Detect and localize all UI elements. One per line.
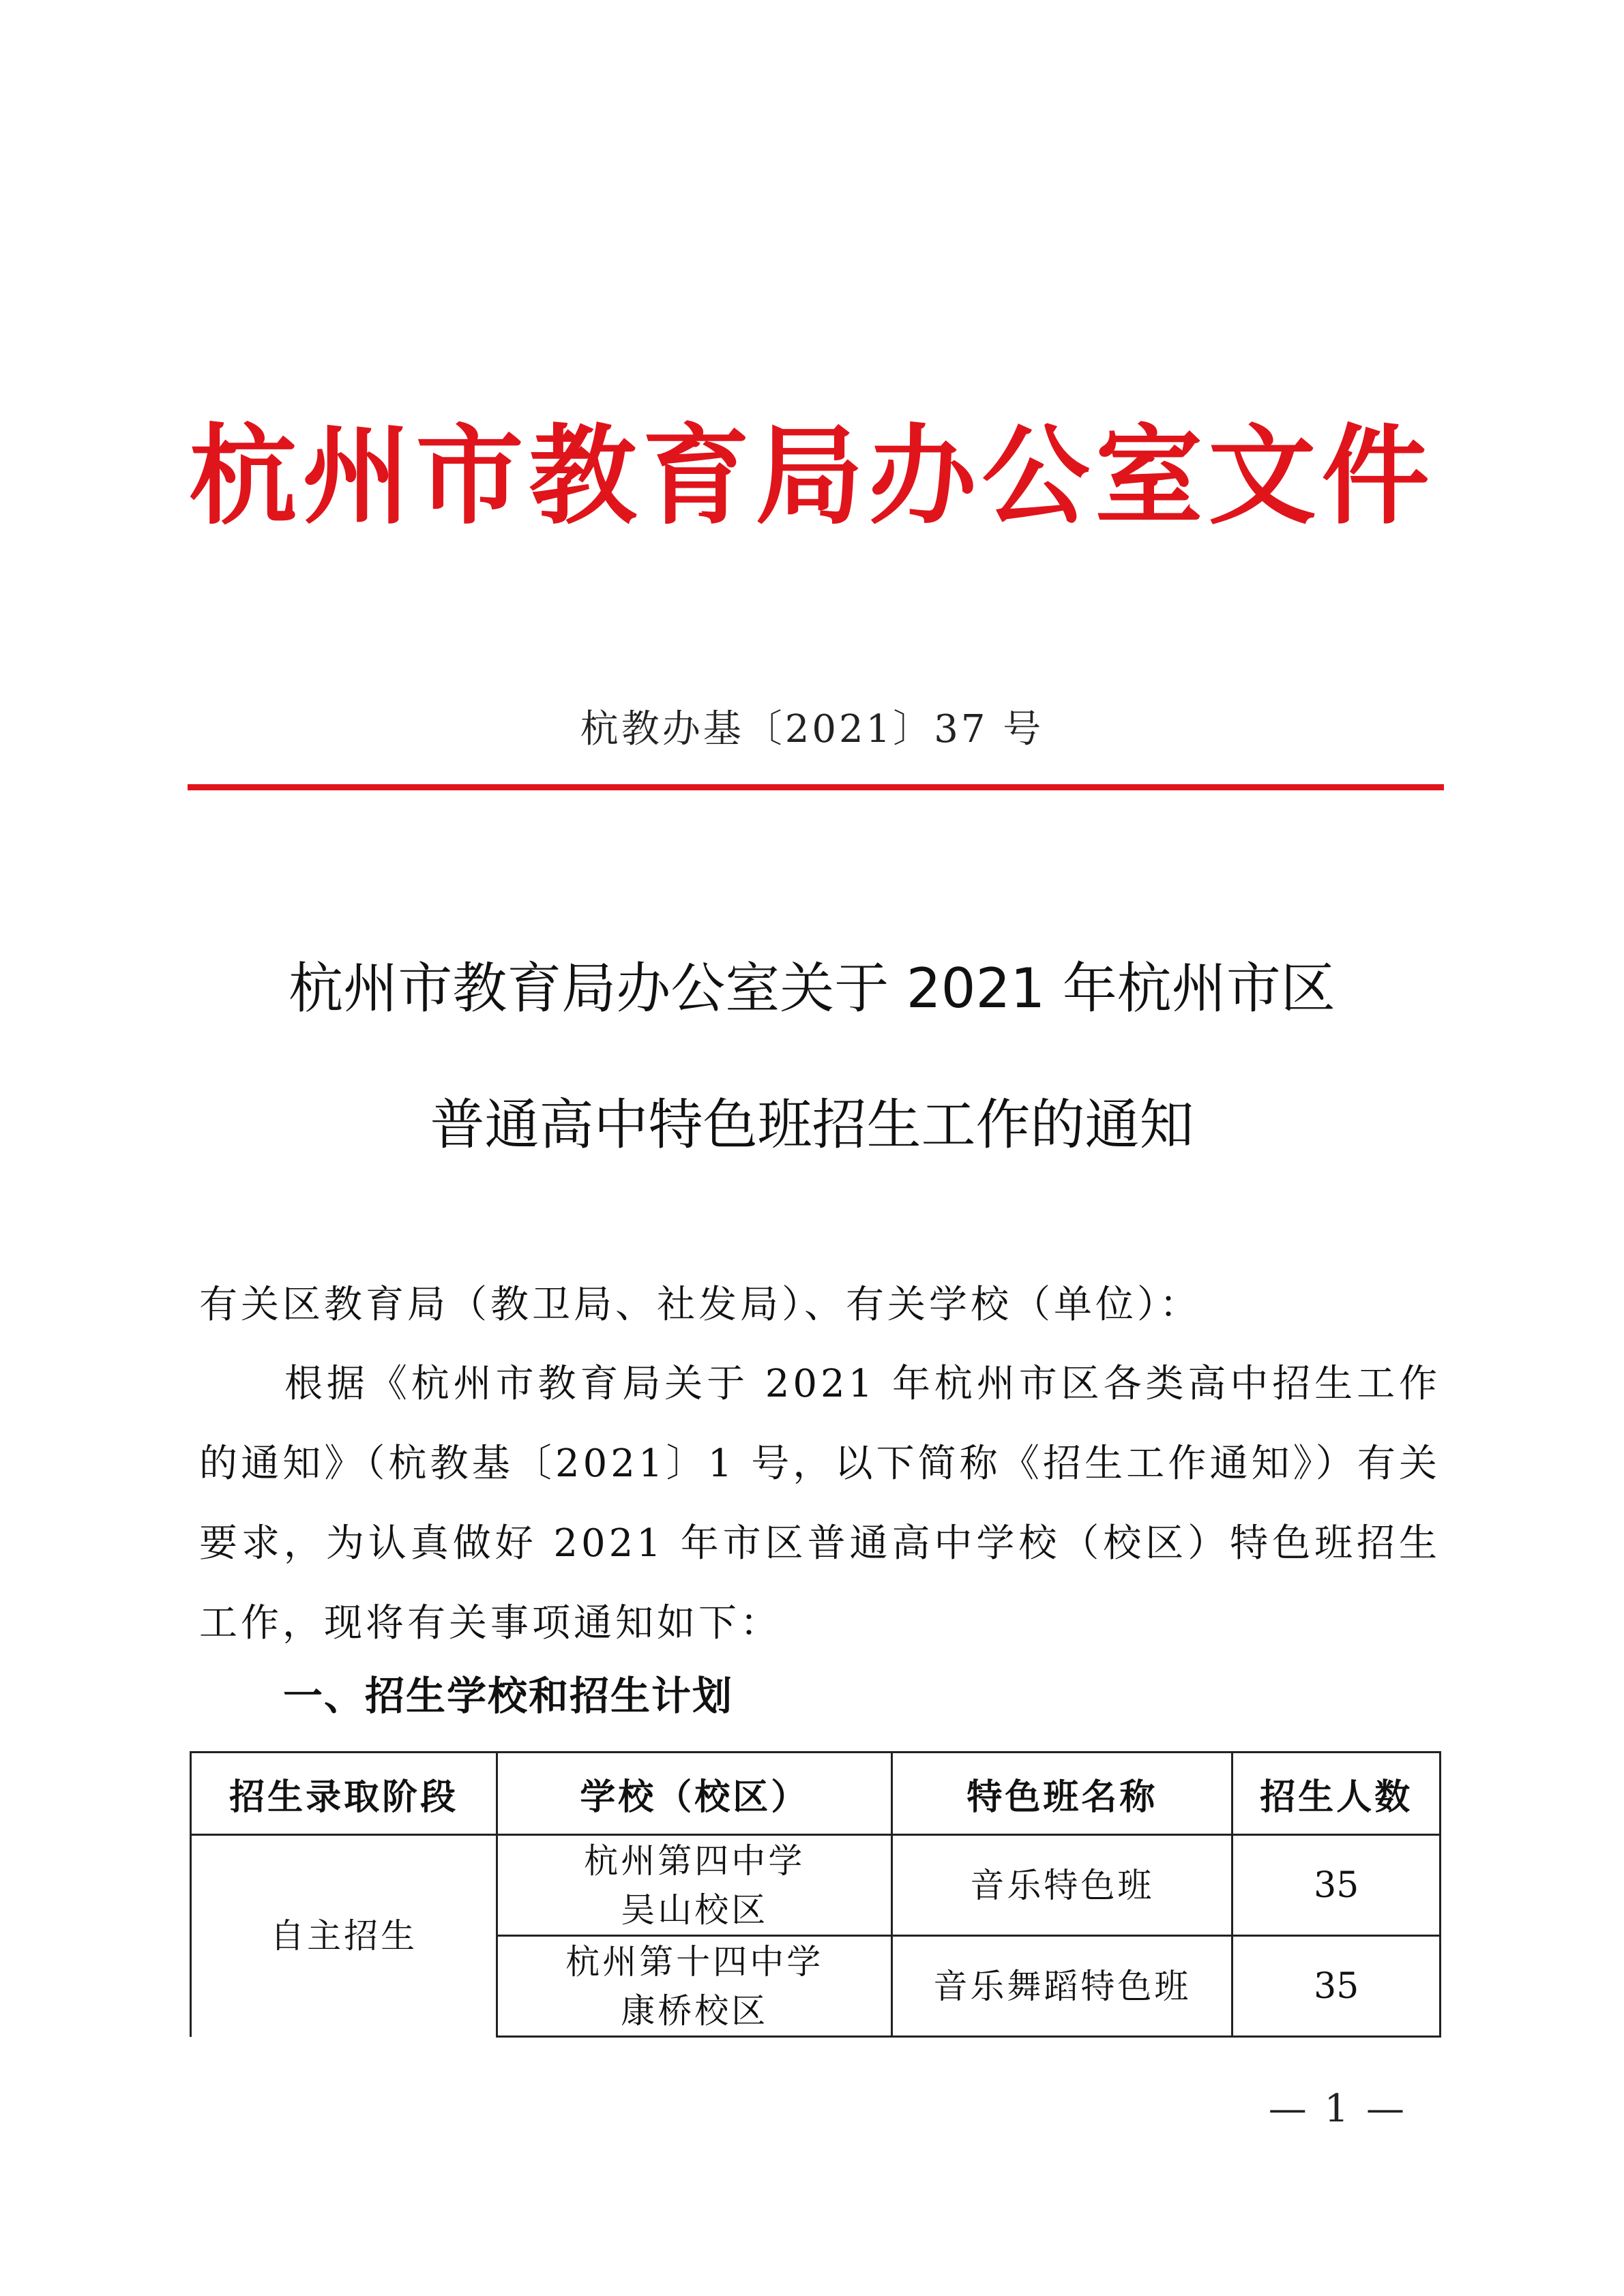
count-cell: 35 <box>1232 1936 1441 2037</box>
stage-cell: 自主招生 <box>191 1835 497 2037</box>
body-paragraph: 根据《杭州市教育局关于 2021 年杭州市区各类高中招生工作的通知》（杭教基〔2021〕1 号，以下简称《招生工作通知》）有关要求，为认真做好 2021 年市区普通高中学校（校区）特色班招生工作，现将有关事项通知如下： <box>199 1362 1441 1645</box>
notice-title-line-1: 杭州市教育局办公室关于 2021 年杭州市区 <box>289 957 1335 1020</box>
salutation: 有关区教育局（教卫局、社发局）、有关学校（单位）： <box>199 1283 1201 1327</box>
column-header-class-name: 特色班名称 <box>892 1753 1232 1835</box>
page-number: — 1 — <box>1268 2087 1407 2131</box>
school-cell <box>497 1835 892 1936</box>
campus-name: 康桥校区 <box>621 1991 769 2031</box>
school-name: 杭州第十四中学 <box>565 1941 824 1982</box>
notice-title-line-2: 普通高中特色班招生工作的通知 <box>430 1093 1194 1157</box>
section-heading: 一、招生学校和招生计划 <box>283 1673 734 1719</box>
count-cell: 35 <box>1232 1835 1441 1936</box>
column-header-stage: 招生录取阶段 <box>191 1753 497 1835</box>
document-number: 杭教办基〔2021〕37 号 <box>580 707 1044 751</box>
enrollment-plan-table <box>190 1751 1441 2038</box>
school-cell <box>497 1936 892 2037</box>
red-divider-line <box>188 784 1444 790</box>
document-masthead: 杭州市教育局办公室文件 <box>189 413 1435 539</box>
table-row <box>191 1835 1441 1936</box>
table-header-row <box>191 1753 1441 1835</box>
class-name-cell: 音乐舞蹈特色班 <box>892 1936 1232 2037</box>
school-name: 杭州第四中学 <box>584 1840 806 1881</box>
campus-name: 吴山校区 <box>621 1890 769 1930</box>
column-header-count: 招生人数 <box>1232 1753 1441 1835</box>
class-name-cell: 音乐特色班 <box>892 1835 1232 1936</box>
column-header-school: 学校（校区） <box>497 1753 892 1835</box>
